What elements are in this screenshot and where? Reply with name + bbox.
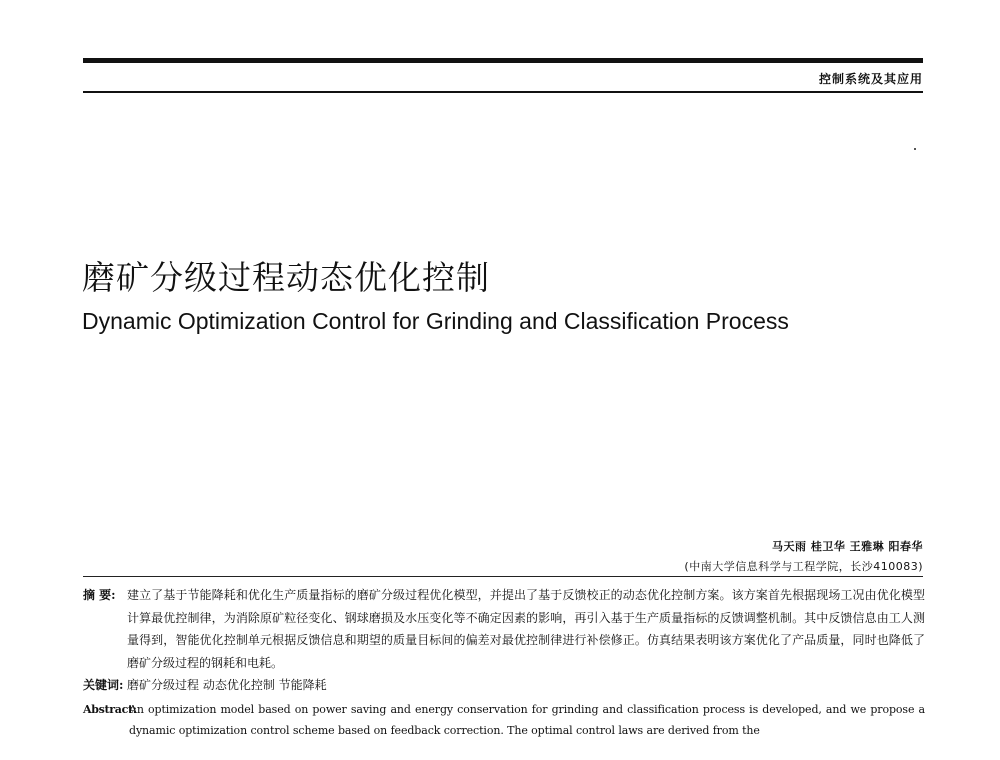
paper-title-chinese: 磨矿分级过程动态优化控制	[82, 258, 490, 297]
scan-speck	[914, 148, 916, 150]
abstract-english	[83, 699, 925, 741]
keywords-text: 磨矿分级过程 动态优化控制 节能降耗	[127, 678, 327, 692]
header-rule-thin	[83, 91, 923, 93]
affiliation-rule	[83, 576, 923, 577]
paper-title-english: Dynamic Optimization Control for Grinding and Classification Process	[82, 308, 789, 334]
keywords-chinese	[83, 674, 925, 697]
keywords-label: 关键词:	[83, 678, 124, 692]
author-affiliation: (中南大学信息科学与工程学院，长沙410083)	[684, 560, 923, 573]
abstract-chinese-text: 建立了基于节能降耗和优化生产质量指标的磨矿分级过程优化模型，并提出了基于反馈校正的动态优化控制方案。该方案首先根据现场工况由优化模型计算最优控制律，为消除原矿粒径变化、钢球磨损及水压变化等不确定因素的影响，再引入基于生产质量指标的反馈调整机制。其中反馈信息由工人测量得到，智能优化控制单元根据反馈信息和期望的质量目标间的偏差对最优控制律进行补偿修正。仿真结果表明该方案优化了产品质量，同时也降低了磨矿分级过程的钢耗和电耗。	[127, 588, 925, 670]
header-rule-thick	[83, 58, 923, 63]
abstract-english-text: An optimization model based on power saving and energy conservation for grinding and classification process is developed, and we propose a dynamic optimization control scheme based on feedback correction. The optimal control laws are derived from the	[129, 702, 925, 737]
abstract-english-label: Abstract:	[83, 702, 137, 716]
abstract-block	[83, 584, 925, 741]
author-list: 马天雨 桂卫华 王雅琳 阳春华	[772, 540, 923, 553]
abstract-chinese-label: 摘 要:	[83, 588, 116, 602]
column-label: 控制系统及其应用	[818, 72, 923, 86]
abstract-chinese	[83, 584, 925, 674]
